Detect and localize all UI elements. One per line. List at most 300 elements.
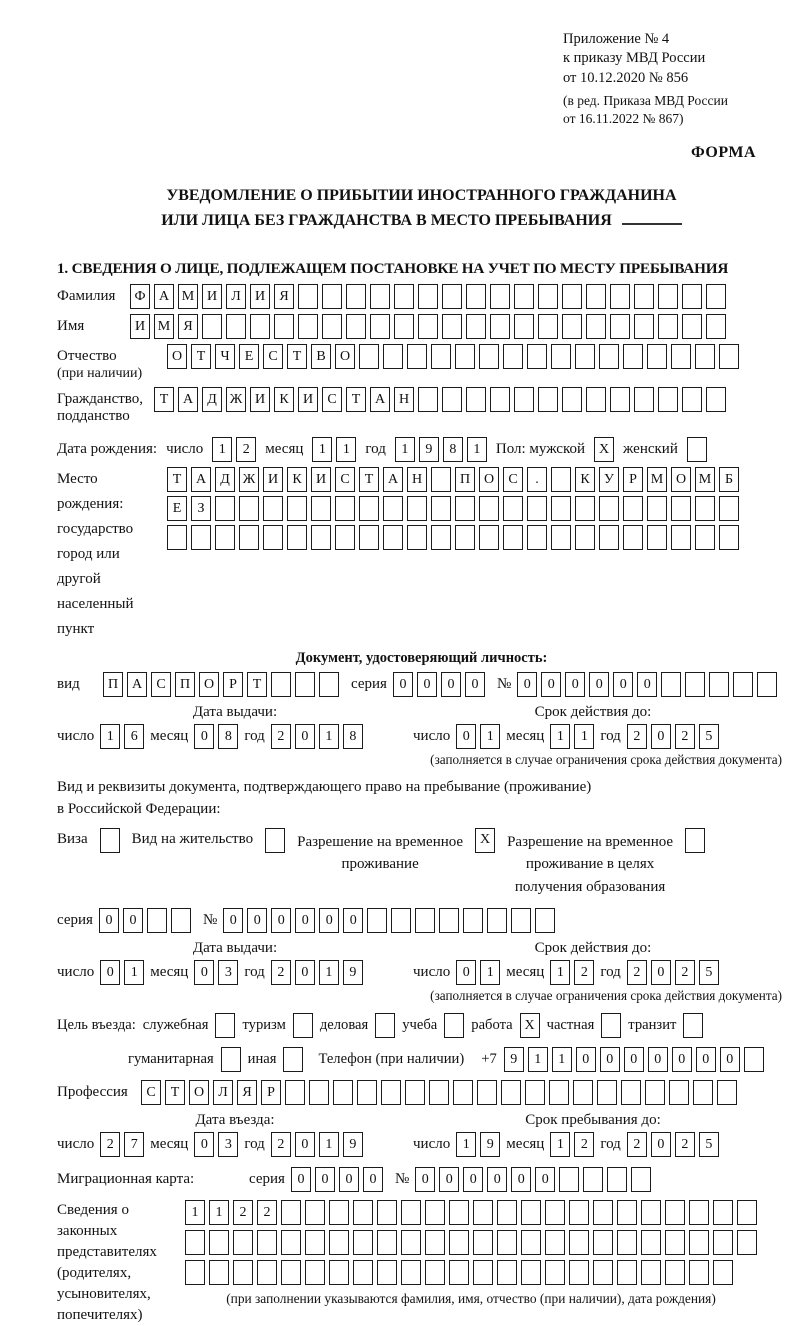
purpose-private-checkbox[interactable] — [601, 1013, 621, 1038]
char-cell[interactable]: 0 — [651, 724, 671, 749]
char-cell[interactable] — [329, 1260, 349, 1285]
char-cell[interactable] — [551, 344, 571, 369]
char-cell[interactable]: 0 — [589, 672, 609, 697]
char-cell[interactable]: 8 — [218, 724, 238, 749]
char-cell[interactable]: Р — [223, 672, 243, 697]
char-cell[interactable] — [333, 1080, 353, 1105]
char-cell[interactable]: Н — [407, 467, 427, 492]
char-cell[interactable] — [647, 344, 667, 369]
char-cell[interactable]: С — [503, 467, 523, 492]
char-cell[interactable] — [610, 284, 630, 309]
char-cell[interactable]: 0 — [463, 1167, 483, 1192]
char-cell[interactable] — [335, 525, 355, 550]
char-cell[interactable] — [357, 1080, 377, 1105]
char-cell[interactable] — [634, 284, 654, 309]
char-cell[interactable] — [599, 496, 619, 521]
char-cell[interactable] — [215, 525, 235, 550]
char-cell[interactable] — [682, 314, 702, 339]
char-cell[interactable] — [709, 672, 729, 697]
char-cell[interactable]: 1 — [550, 724, 570, 749]
char-cell[interactable] — [549, 1080, 569, 1105]
char-cell[interactable] — [514, 314, 534, 339]
char-cell[interactable]: 2 — [100, 1132, 120, 1157]
char-cell[interactable]: Т — [247, 672, 267, 697]
char-cell[interactable]: 0 — [565, 672, 585, 697]
char-cell[interactable] — [521, 1260, 541, 1285]
char-cell[interactable]: 0 — [194, 1132, 214, 1157]
char-cell[interactable] — [607, 1167, 627, 1192]
char-cell[interactable]: С — [335, 467, 355, 492]
char-cell[interactable]: А — [191, 467, 211, 492]
char-cell[interactable]: 1 — [480, 960, 500, 985]
char-cell[interactable] — [209, 1230, 229, 1255]
char-cell[interactable] — [593, 1230, 613, 1255]
char-cell[interactable]: 2 — [236, 437, 256, 462]
char-cell[interactable] — [719, 525, 739, 550]
char-cell[interactable]: 1 — [574, 724, 594, 749]
char-cell[interactable]: 0 — [441, 672, 461, 697]
char-cell[interactable] — [479, 344, 499, 369]
char-cell[interactable] — [665, 1200, 685, 1225]
char-cell[interactable] — [233, 1260, 253, 1285]
char-cell[interactable] — [281, 1260, 301, 1285]
char-cell[interactable]: Я — [178, 314, 198, 339]
char-cell[interactable] — [429, 1080, 449, 1105]
char-cell[interactable] — [383, 344, 403, 369]
char-cell[interactable]: Р — [261, 1080, 281, 1105]
char-cell[interactable] — [466, 314, 486, 339]
char-cell[interactable] — [671, 525, 691, 550]
char-cell[interactable] — [569, 1200, 589, 1225]
char-cell[interactable] — [647, 496, 667, 521]
char-cell[interactable] — [623, 344, 643, 369]
char-cell[interactable] — [425, 1260, 445, 1285]
char-cell[interactable] — [431, 525, 451, 550]
char-cell[interactable]: А — [154, 284, 174, 309]
char-cell[interactable] — [463, 908, 483, 933]
char-cell[interactable]: 0 — [295, 960, 315, 985]
char-cell[interactable]: Р — [623, 467, 643, 492]
char-cell[interactable] — [713, 1230, 733, 1255]
char-cell[interactable] — [295, 672, 315, 697]
char-cell[interactable] — [514, 284, 534, 309]
char-cell[interactable]: О — [671, 467, 691, 492]
char-cell[interactable]: 0 — [456, 724, 476, 749]
char-cell[interactable] — [171, 908, 191, 933]
char-cell[interactable] — [442, 387, 462, 412]
char-cell[interactable] — [713, 1260, 733, 1285]
char-cell[interactable] — [431, 496, 451, 521]
char-cell[interactable] — [377, 1200, 397, 1225]
char-cell[interactable] — [665, 1230, 685, 1255]
char-cell[interactable]: 0 — [456, 960, 476, 985]
char-cell[interactable] — [359, 496, 379, 521]
char-cell[interactable]: 0 — [100, 960, 120, 985]
char-cell[interactable] — [281, 1230, 301, 1255]
char-cell[interactable]: 2 — [675, 960, 695, 985]
char-cell[interactable] — [479, 525, 499, 550]
char-cell[interactable] — [226, 314, 246, 339]
char-cell[interactable]: С — [141, 1080, 161, 1105]
char-cell[interactable] — [503, 344, 523, 369]
char-cell[interactable] — [706, 314, 726, 339]
char-cell[interactable] — [377, 1230, 397, 1255]
char-cell[interactable]: Ф — [130, 284, 150, 309]
char-cell[interactable]: 1 — [395, 437, 415, 462]
char-cell[interactable] — [285, 1080, 305, 1105]
char-cell[interactable] — [383, 525, 403, 550]
char-cell[interactable] — [757, 672, 777, 697]
char-cell[interactable] — [503, 525, 523, 550]
char-cell[interactable]: И — [263, 467, 283, 492]
char-cell[interactable] — [487, 908, 507, 933]
char-cell[interactable] — [391, 908, 411, 933]
char-cell[interactable]: 9 — [419, 437, 439, 462]
char-cell[interactable]: 5 — [699, 1132, 719, 1157]
char-cell[interactable] — [359, 344, 379, 369]
char-cell[interactable]: 2 — [271, 1132, 291, 1157]
char-cell[interactable] — [305, 1230, 325, 1255]
char-cell[interactable] — [274, 314, 294, 339]
char-cell[interactable]: 0 — [291, 1167, 311, 1192]
char-cell[interactable]: 1 — [550, 1132, 570, 1157]
char-cell[interactable]: С — [263, 344, 283, 369]
char-cell[interactable]: 8 — [443, 437, 463, 462]
char-cell[interactable]: 0 — [315, 1167, 335, 1192]
char-cell[interactable]: О — [479, 467, 499, 492]
char-cell[interactable]: 2 — [627, 724, 647, 749]
char-cell[interactable] — [551, 467, 571, 492]
char-cell[interactable] — [631, 1167, 651, 1192]
char-cell[interactable]: 1 — [312, 437, 332, 462]
char-cell[interactable] — [623, 496, 643, 521]
char-cell[interactable]: 1 — [336, 437, 356, 462]
char-cell[interactable] — [737, 1230, 757, 1255]
char-cell[interactable]: 0 — [194, 960, 214, 985]
char-cell[interactable]: 0 — [624, 1047, 644, 1072]
char-cell[interactable]: 0 — [439, 1167, 459, 1192]
char-cell[interactable] — [359, 525, 379, 550]
char-cell[interactable] — [425, 1200, 445, 1225]
purpose-work-checkbox[interactable]: X — [520, 1013, 540, 1038]
char-cell[interactable] — [695, 525, 715, 550]
char-cell[interactable] — [538, 314, 558, 339]
char-cell[interactable]: 3 — [218, 960, 238, 985]
char-cell[interactable] — [415, 908, 435, 933]
char-cell[interactable]: И — [298, 387, 318, 412]
char-cell[interactable] — [671, 496, 691, 521]
char-cell[interactable]: 1 — [528, 1047, 548, 1072]
char-cell[interactable] — [527, 344, 547, 369]
char-cell[interactable]: И — [202, 284, 222, 309]
char-cell[interactable]: М — [695, 467, 715, 492]
char-cell[interactable] — [311, 525, 331, 550]
char-cell[interactable] — [147, 908, 167, 933]
char-cell[interactable]: 0 — [465, 672, 485, 697]
char-cell[interactable] — [335, 496, 355, 521]
char-cell[interactable] — [250, 314, 270, 339]
sex-female-checkbox[interactable] — [687, 437, 707, 462]
char-cell[interactable] — [401, 1230, 421, 1255]
char-cell[interactable] — [202, 314, 222, 339]
char-cell[interactable] — [407, 496, 427, 521]
char-cell[interactable]: 0 — [487, 1167, 507, 1192]
char-cell[interactable]: 1 — [480, 724, 500, 749]
char-cell[interactable]: 2 — [233, 1200, 253, 1225]
char-cell[interactable]: А — [127, 672, 147, 697]
char-cell[interactable] — [617, 1260, 637, 1285]
char-cell[interactable] — [305, 1200, 325, 1225]
char-cell[interactable]: 0 — [271, 908, 291, 933]
char-cell[interactable]: . — [527, 467, 547, 492]
purpose-transit-checkbox[interactable] — [683, 1013, 703, 1038]
char-cell[interactable] — [665, 1260, 685, 1285]
char-cell[interactable]: 1 — [319, 724, 339, 749]
char-cell[interactable]: 0 — [613, 672, 633, 697]
char-cell[interactable] — [689, 1200, 709, 1225]
char-cell[interactable] — [381, 1080, 401, 1105]
char-cell[interactable]: К — [287, 467, 307, 492]
char-cell[interactable]: 0 — [511, 1167, 531, 1192]
char-cell[interactable] — [449, 1200, 469, 1225]
char-cell[interactable] — [394, 284, 414, 309]
char-cell[interactable] — [407, 525, 427, 550]
char-cell[interactable] — [322, 314, 342, 339]
char-cell[interactable]: Т — [165, 1080, 185, 1105]
char-cell[interactable]: 1 — [212, 437, 232, 462]
char-cell[interactable]: Т — [154, 387, 174, 412]
char-cell[interactable] — [569, 1260, 589, 1285]
char-cell[interactable] — [455, 344, 475, 369]
char-cell[interactable]: 9 — [480, 1132, 500, 1157]
char-cell[interactable] — [442, 284, 462, 309]
char-cell[interactable] — [239, 525, 259, 550]
char-cell[interactable] — [682, 284, 702, 309]
char-cell[interactable]: Б — [719, 467, 739, 492]
char-cell[interactable] — [689, 1260, 709, 1285]
char-cell[interactable] — [329, 1200, 349, 1225]
char-cell[interactable] — [599, 344, 619, 369]
char-cell[interactable] — [455, 525, 475, 550]
char-cell[interactable]: 1 — [467, 437, 487, 462]
char-cell[interactable] — [311, 496, 331, 521]
char-cell[interactable] — [527, 525, 547, 550]
char-cell[interactable] — [706, 284, 726, 309]
char-cell[interactable] — [439, 908, 459, 933]
char-cell[interactable] — [713, 1200, 733, 1225]
char-cell[interactable]: И — [250, 387, 270, 412]
char-cell[interactable] — [545, 1200, 565, 1225]
char-cell[interactable]: 0 — [123, 908, 143, 933]
char-cell[interactable]: Т — [191, 344, 211, 369]
char-cell[interactable] — [497, 1200, 517, 1225]
char-cell[interactable]: А — [383, 467, 403, 492]
char-cell[interactable]: М — [154, 314, 174, 339]
char-cell[interactable] — [497, 1260, 517, 1285]
char-cell[interactable] — [597, 1080, 617, 1105]
char-cell[interactable]: 0 — [576, 1047, 596, 1072]
purpose-study-checkbox[interactable] — [444, 1013, 464, 1038]
edu-permit-checkbox[interactable] — [685, 828, 705, 853]
char-cell[interactable] — [593, 1200, 613, 1225]
char-cell[interactable]: П — [455, 467, 475, 492]
char-cell[interactable]: 9 — [504, 1047, 524, 1072]
char-cell[interactable]: У — [599, 467, 619, 492]
char-cell[interactable] — [353, 1260, 373, 1285]
char-cell[interactable] — [215, 496, 235, 521]
char-cell[interactable] — [233, 1230, 253, 1255]
purpose-tourism-checkbox[interactable] — [293, 1013, 313, 1038]
temp-permit-checkbox[interactable]: X — [475, 828, 495, 853]
char-cell[interactable]: Е — [167, 496, 187, 521]
char-cell[interactable] — [575, 496, 595, 521]
char-cell[interactable] — [535, 908, 555, 933]
char-cell[interactable]: Т — [346, 387, 366, 412]
visa-checkbox[interactable] — [100, 828, 120, 853]
char-cell[interactable] — [573, 1080, 593, 1105]
char-cell[interactable]: 0 — [223, 908, 243, 933]
char-cell[interactable] — [671, 344, 691, 369]
purpose-humanitarian-checkbox[interactable] — [221, 1047, 241, 1072]
char-cell[interactable]: Ж — [226, 387, 246, 412]
char-cell[interactable] — [695, 496, 715, 521]
char-cell[interactable]: 2 — [271, 724, 291, 749]
char-cell[interactable]: 0 — [393, 672, 413, 697]
char-cell[interactable]: Л — [226, 284, 246, 309]
char-cell[interactable] — [377, 1260, 397, 1285]
char-cell[interactable] — [641, 1230, 661, 1255]
char-cell[interactable] — [521, 1200, 541, 1225]
char-cell[interactable]: А — [178, 387, 198, 412]
char-cell[interactable] — [569, 1230, 589, 1255]
char-cell[interactable]: 0 — [415, 1167, 435, 1192]
char-cell[interactable] — [473, 1230, 493, 1255]
char-cell[interactable] — [641, 1260, 661, 1285]
char-cell[interactable]: 0 — [600, 1047, 620, 1072]
char-cell[interactable] — [527, 496, 547, 521]
char-cell[interactable] — [693, 1080, 713, 1105]
char-cell[interactable]: И — [130, 314, 150, 339]
char-cell[interactable]: Л — [213, 1080, 233, 1105]
char-cell[interactable] — [329, 1230, 349, 1255]
char-cell[interactable]: 0 — [295, 1132, 315, 1157]
char-cell[interactable] — [545, 1230, 565, 1255]
char-cell[interactable] — [689, 1230, 709, 1255]
char-cell[interactable] — [538, 284, 558, 309]
char-cell[interactable]: 2 — [627, 960, 647, 985]
char-cell[interactable] — [525, 1080, 545, 1105]
char-cell[interactable]: Ч — [215, 344, 235, 369]
char-cell[interactable]: Е — [239, 344, 259, 369]
char-cell[interactable] — [634, 314, 654, 339]
sex-male-checkbox[interactable]: X — [594, 437, 614, 462]
char-cell[interactable] — [473, 1200, 493, 1225]
char-cell[interactable]: 2 — [574, 960, 594, 985]
char-cell[interactable]: С — [322, 387, 342, 412]
char-cell[interactable] — [401, 1260, 421, 1285]
char-cell[interactable]: 1 — [552, 1047, 572, 1072]
char-cell[interactable] — [455, 496, 475, 521]
char-cell[interactable] — [263, 496, 283, 521]
char-cell[interactable] — [185, 1260, 205, 1285]
char-cell[interactable] — [431, 344, 451, 369]
char-cell[interactable] — [586, 387, 606, 412]
char-cell[interactable]: О — [335, 344, 355, 369]
char-cell[interactable]: 2 — [675, 724, 695, 749]
char-cell[interactable]: 1 — [185, 1200, 205, 1225]
char-cell[interactable] — [490, 387, 510, 412]
char-cell[interactable] — [621, 1080, 641, 1105]
purpose-business-checkbox[interactable] — [375, 1013, 395, 1038]
char-cell[interactable]: 0 — [517, 672, 537, 697]
char-cell[interactable] — [401, 1200, 421, 1225]
char-cell[interactable] — [706, 387, 726, 412]
char-cell[interactable]: 1 — [319, 960, 339, 985]
char-cell[interactable] — [737, 1200, 757, 1225]
char-cell[interactable] — [405, 1080, 425, 1105]
char-cell[interactable] — [370, 284, 390, 309]
char-cell[interactable]: З — [191, 496, 211, 521]
char-cell[interactable] — [497, 1230, 517, 1255]
char-cell[interactable]: А — [370, 387, 390, 412]
char-cell[interactable]: Т — [359, 467, 379, 492]
char-cell[interactable] — [658, 387, 678, 412]
residence-permit-checkbox[interactable] — [265, 828, 285, 853]
char-cell[interactable] — [346, 284, 366, 309]
char-cell[interactable] — [661, 672, 681, 697]
char-cell[interactable]: 1 — [456, 1132, 476, 1157]
char-cell[interactable] — [575, 525, 595, 550]
char-cell[interactable] — [599, 525, 619, 550]
char-cell[interactable] — [658, 314, 678, 339]
char-cell[interactable] — [319, 672, 339, 697]
char-cell[interactable] — [610, 314, 630, 339]
char-cell[interactable]: 0 — [720, 1047, 740, 1072]
char-cell[interactable]: 0 — [637, 672, 657, 697]
char-cell[interactable]: О — [199, 672, 219, 697]
char-cell[interactable]: 0 — [339, 1167, 359, 1192]
char-cell[interactable] — [647, 525, 667, 550]
char-cell[interactable]: 0 — [194, 724, 214, 749]
char-cell[interactable] — [305, 1260, 325, 1285]
char-cell[interactable]: 0 — [672, 1047, 692, 1072]
char-cell[interactable]: 2 — [271, 960, 291, 985]
char-cell[interactable]: Я — [237, 1080, 257, 1105]
char-cell[interactable]: 0 — [295, 908, 315, 933]
char-cell[interactable] — [685, 672, 705, 697]
char-cell[interactable] — [562, 314, 582, 339]
char-cell[interactable]: С — [151, 672, 171, 697]
char-cell[interactable] — [477, 1080, 497, 1105]
char-cell[interactable] — [298, 314, 318, 339]
char-cell[interactable]: 2 — [574, 1132, 594, 1157]
char-cell[interactable] — [501, 1080, 521, 1105]
char-cell[interactable]: В — [311, 344, 331, 369]
char-cell[interactable] — [617, 1200, 637, 1225]
char-cell[interactable]: 0 — [319, 908, 339, 933]
char-cell[interactable] — [514, 387, 534, 412]
char-cell[interactable] — [719, 344, 739, 369]
char-cell[interactable]: Ж — [239, 467, 259, 492]
char-cell[interactable]: 0 — [247, 908, 267, 933]
char-cell[interactable]: 2 — [675, 1132, 695, 1157]
char-cell[interactable] — [394, 314, 414, 339]
purpose-official-checkbox[interactable] — [215, 1013, 235, 1038]
char-cell[interactable] — [551, 525, 571, 550]
char-cell[interactable] — [583, 1167, 603, 1192]
char-cell[interactable]: 1 — [550, 960, 570, 985]
char-cell[interactable] — [503, 496, 523, 521]
